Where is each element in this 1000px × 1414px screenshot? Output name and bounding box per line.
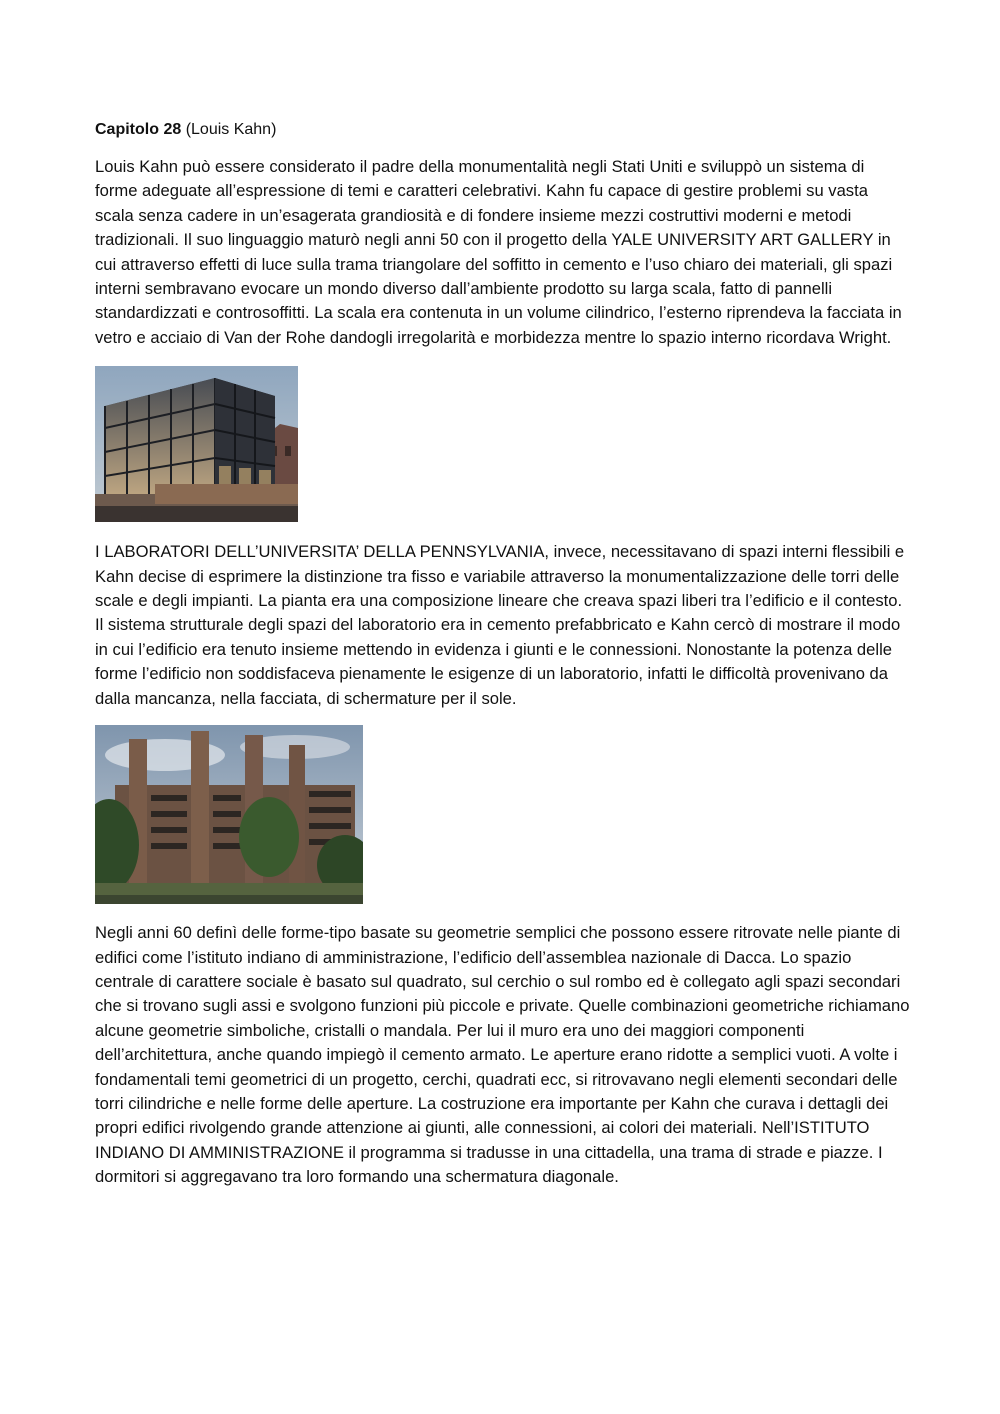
paragraph-yale: Louis Kahn può essere considerato il padre della monumentalità negli Stati Uniti e sviluppò un sistema di forme adeguate all’espressione di temi e caratteri celebrativi. Kahn fu capace di gestire problemi su vasta scala senza cadere in un’esagerata grandiosità e di fondere insieme mezzi costruttivi moderni e metodi tradizionali. Il suo linguaggio maturò negli anni 50 con il progetto della YALE UNIVERSITY ART GALLERY in cui attraverso effetti di luce sulla trama triangolare del soffitto in cemento e l’uso chiaro dei materiali, gli spazi interni sembravano evocare un mondo diverso dall’ambiente prodotto su larga scala, fatto di pannelli standardizzati e controsoffitti. La scala era contenuta in un volume cilindrico, l’esterno riprendeva la facciata in vetro e acciaio di Van der Rohe dandogli irregolarità e morbidezza mentre lo spazio interno ricordava Wright. [95, 157, 902, 347]
document-page [95, 118, 910, 1190]
paragraph-pennsylvania: I LABORATORI DELL’UNIVERSITA’ DELLA PENNSYLVANIA, invece, necessitavano di spazi interni flessibili e Kahn decise di esprimere la distinzione tra fisso e variabile attraverso la monumentalizzazione delle torri delle scale e degli impianti. La pianta era una composizione lineare che creava spazi liberi tra l’edificio e il contesto. Il sistema strutturale degli spazi del laboratorio era in cemento prefabbricato e Kahn cercò di mostrare il modo in cui l’edificio era tenuto insieme mettendo in evidenza i giunti e le connessioni. Nonostante la potenza delle forme l’edificio non soddisfaceva pienamente le esigenze di un laboratorio, infatti le difficoltà provenivano da dalla mancanza, nella facciata, di schermature per il sole. [95, 542, 905, 708]
paragraph-indian-institute: Negli anni 60 definì delle forme-tipo basate su geometrie semplici che possono essere ritrovate nelle piante di edifici come l’istituto indiano di amministrazione, l’edificio dell’assemblea nazionale di Dacca. Lo spazio centrale di carattere sociale è basato sul quadrato, sul cerchio o sul rombo ed è collegato agli spazi secondari che si trovano sugli assi e svolgono funzioni più piccole e private. Quelle combinazioni geometriche richiamano alcune geometrie simboliche, cristalli o mandala. Per lui il muro era uno dei maggiori componenti dell’architettura, anche quando impiegò il cemento armato. Le aperture erano ridotte a semplici vuoti. A volte i fondamentali temi geometrici di un progetto, cerchi, quadrati ecc, si ritrovavano negli elementi secondari delle torri cilindriche e nelle forme delle aperture. La costruzione era importante per Kahn che curava i dettagli dei propri edifici rivolgendo grande attenzione ai giunti, alle connessioni, ai colori dei materiali. Nell’ISTITUTO INDIANO DI AMMINISTRAZIONE il programma si tradusse in una cittadella, una trama di strade e piazze. I dormitori si aggregavano tra loro formando una schermatura diagonale. [95, 923, 910, 1187]
photo-pennsylvania-laboratories [95, 725, 363, 904]
chapter-subtitle: (Louis Kahn) [185, 121, 277, 138]
photo-yale-art-gallery [95, 366, 298, 522]
chapter-label: Capitolo 28 [95, 121, 182, 138]
chapter-heading [95, 118, 910, 142]
